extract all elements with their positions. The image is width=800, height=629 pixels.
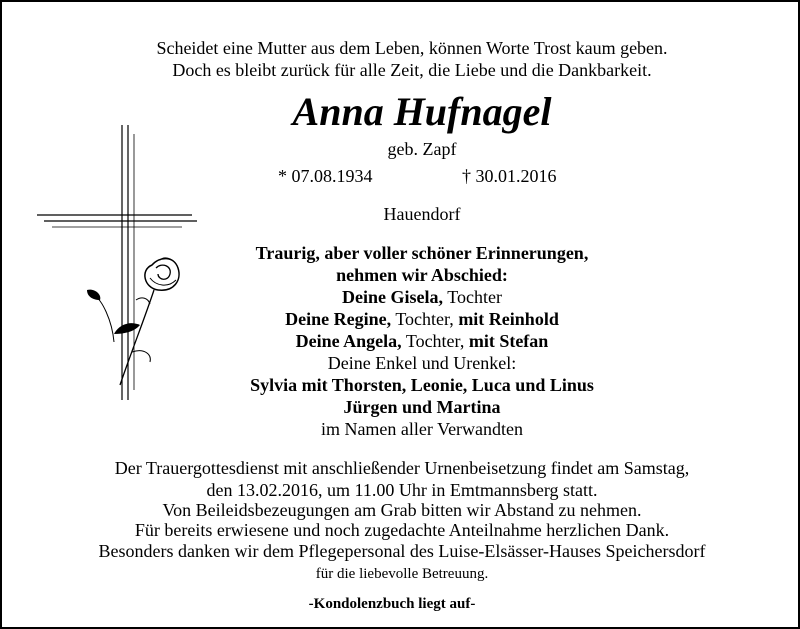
family-line-2: nehmen wir Abschied: bbox=[336, 265, 508, 285]
gisela-name: Deine Gisela, bbox=[342, 287, 444, 307]
angela-name: Deine Angela, bbox=[295, 331, 402, 351]
death-date: † 30.01.2016 bbox=[462, 166, 557, 186]
angela-partner: mit Stefan bbox=[464, 331, 549, 351]
birth-date: * 07.08.1934 bbox=[278, 166, 373, 186]
grandchildren-line-1: Sylvia mit Thorsten, Leonie, Luca und Linus bbox=[250, 375, 594, 395]
service-line-1: Der Trauergottesdienst mit anschließender Urnenbeisetzung findet am Samstag, bbox=[114, 458, 690, 478]
birth-name: geb. Zapf bbox=[387, 139, 457, 159]
intro-line-2: Doch es bleibt zurück für alle Zeit, die Liebe und die Dankbarkeit. bbox=[172, 60, 652, 80]
service-line-6: für die liebevolle Betreuung. bbox=[315, 566, 489, 582]
relatives-line: im Namen aller Verwandten bbox=[320, 419, 524, 439]
service-line-2: den 13.02.2016, um 11.00 Uhr in Emtmannsberg statt. bbox=[206, 480, 598, 500]
family-gisela bbox=[162, 286, 682, 308]
regine-name: Deine Regine, bbox=[285, 309, 392, 329]
service-line-3: Von Beileidsbezeugungen am Grab bitten wir Abstand zu nehmen. bbox=[162, 500, 642, 520]
gisela-relation: Tochter bbox=[443, 287, 502, 307]
family-regine bbox=[162, 308, 682, 330]
condolence-note: -Kondolenzbuch liegt auf- bbox=[308, 596, 476, 612]
grandchildren-intro: Deine Enkel und Urenkel: bbox=[327, 353, 517, 373]
intro-line-1: Scheidet eine Mutter aus dem Leben, können Worte Trost kaum geben. bbox=[156, 38, 668, 58]
family-line-1: Traurig, aber voller schöner Erinnerungen, bbox=[255, 243, 589, 263]
family-angela bbox=[162, 330, 682, 352]
service-line-4: Für bereits erwiesene und noch zugedachte Anteilnahme herzlichen Dank. bbox=[134, 520, 670, 540]
regine-partner: mit Reinhold bbox=[453, 309, 559, 329]
service-line-5: Besonders danken wir dem Pflegepersonal des Luise-Elsässer-Hauses Speichersdorf bbox=[98, 541, 706, 561]
residence-place: Hauendorf bbox=[383, 204, 461, 224]
deceased-name: Anna Hufnagel bbox=[292, 89, 552, 134]
regine-relation: Tochter, bbox=[391, 309, 454, 329]
grandchildren-line-2: Jürgen und Martina bbox=[343, 397, 501, 417]
angela-relation: Tochter, bbox=[401, 331, 465, 351]
